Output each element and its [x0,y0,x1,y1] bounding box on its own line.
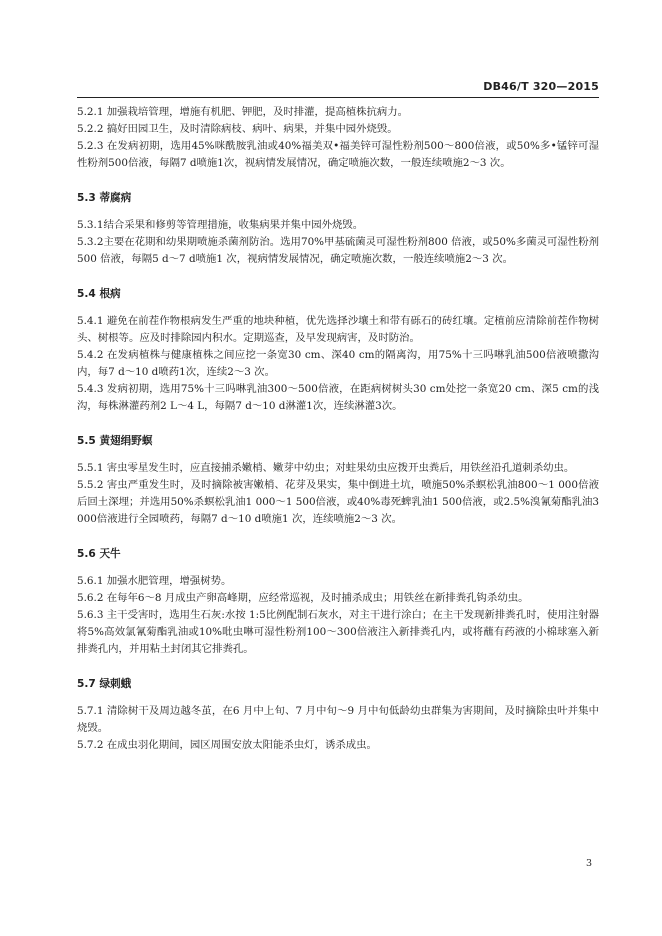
clause-5-2-2: 5.2.2 搞好田园卫生，及时清除病枝、病叶、病果，并集中园外烧毁。 [77,123,398,135]
header-rule [77,97,599,98]
section-heading: 5.4 根病 [77,288,121,300]
clause-5-5-2: 5.5.2 害虫严重发生时，及时摘除被害嫩梢、花芽及果实，集中倒进土坑，喷施50%杀螟松乳油800～1 000倍液后回土深埋；并选用50%杀螟松乳油1 000～1 500倍液，或40%毒死蜱乳油1 500倍液，或2.5%溴氰菊酯乳油3 000倍液进行全园喷药，每隔7 d～10 d喷施1 次，连续喷施2～3 次。 [77,479,599,525]
clause-5-6-3: 5.6.3 主干受害时，选用生石灰:水按 1:5比例配制石灰水，对主干进行涂白；在主干发现新排粪孔时，使用注射器将5%高效氯氰菊酯乳油或10%吡虫啉可湿性粉剂100～300倍液注入新排粪孔内，或将蘸有药液的小棉球塞入新排粪孔内，并用粘土封闭其它排粪孔。 [77,609,599,655]
section-5-5 [77,433,599,528]
section-5-6 [77,546,599,658]
clause-5-4-2: 5.4.2 在发病植株与健康植株之间应挖一条宽30 cm、深40 cm的隔离沟，用75%十三吗啉乳油500倍液喷撒沟内，每7 d～10 d喷药1次，连续2～3 次。 [77,349,599,378]
document-code: DB46/T 320—2015 [483,80,599,93]
document-body [77,104,599,754]
section-5-7 [77,676,599,754]
clause-5-3-2: 5.3.2主要在花期和幼果期喷施杀菌剂防治。选用70%甲基硫菌灵可湿性粉剂800 倍液，或50%多菌灵可湿性粉剂500 倍液，每隔5 d～7 d喷施1 次，视病情发展情况，确定喷施次数，一般连续喷施2～3 次。 [77,236,599,265]
section-5-2 [77,104,599,172]
section-5-3 [77,190,599,268]
clause-5-2-1: 5.2.1 加强栽培管理，增施有机肥、钾肥，及时排灌，提高植株抗病力。 [77,106,409,118]
clause-5-7-1: 5.7.1 清除树干及周边越冬茧，在6 月中上旬、7 月中旬～9 月中旬低龄幼虫群集为害期间，及时摘除虫叶并集中烧毁。 [77,705,599,734]
clause-5-4-1: 5.4.1 避免在前茬作物根病发生严重的地块种植，优先选择沙壤土和带有砾石的砖红壤。定植前应清除前茬作物树头、树根等。应及时排除园内积水。定期巡查，及早发现病害，及时防治。 [77,315,599,344]
clause-5-5-1: 5.5.1 害虫零星发生时，应直接捕杀嫩梢、嫩芽中幼虫；对蛀果幼虫应拨开虫粪后，用铁丝沿孔道刺杀幼虫。 [77,462,575,474]
clause-5-6-2: 5.6.2 在每年6～8 月成虫产卵高峰期，应经常巡视，及时捕杀成虫；用铁丝在新排粪孔钩杀幼虫。 [77,592,529,604]
section-heading: 5.7 绿刺蛾 [77,678,132,690]
clause-5-7-2: 5.7.2 在成虫羽化期间，园区周围安放太阳能杀虫灯，诱杀成虫。 [77,739,377,751]
page-number: 3 [585,858,592,869]
clause-5-2-3: 5.2.3 在发病初期，选用45%咪酰胺乳油或40%福美双•福美锌可湿性粉剂500～800倍液，或50%多•锰锌可湿性粉剂500倍液，每隔7 d喷施1次，视病情发展情况，确定喷施次数，一般连续喷施2～3 次。 [77,140,599,169]
section-5-4 [77,286,599,415]
section-heading: 5.3 蒂腐病 [77,192,132,204]
section-heading: 5.6 天牛 [77,548,121,560]
clause-5-3-1: 5.3.1结合采果和修剪等管理措施，收集病果并集中园外烧毁。 [77,219,364,231]
clause-5-6-1: 5.6.1 加强水肥管理，增强树势。 [77,575,232,587]
clause-5-4-3: 5.4.3 发病初期，选用75%十三吗啉乳油300～500倍液，在距病树树头30 cm处挖一条宽20 cm、深5 cm的浅沟，每株淋灌药剂2 L～4 L，每隔7 d～10 d淋灌1次，连续淋灌3次。 [77,383,599,412]
section-heading: 5.5 黄翅绢野螟 [77,435,153,447]
